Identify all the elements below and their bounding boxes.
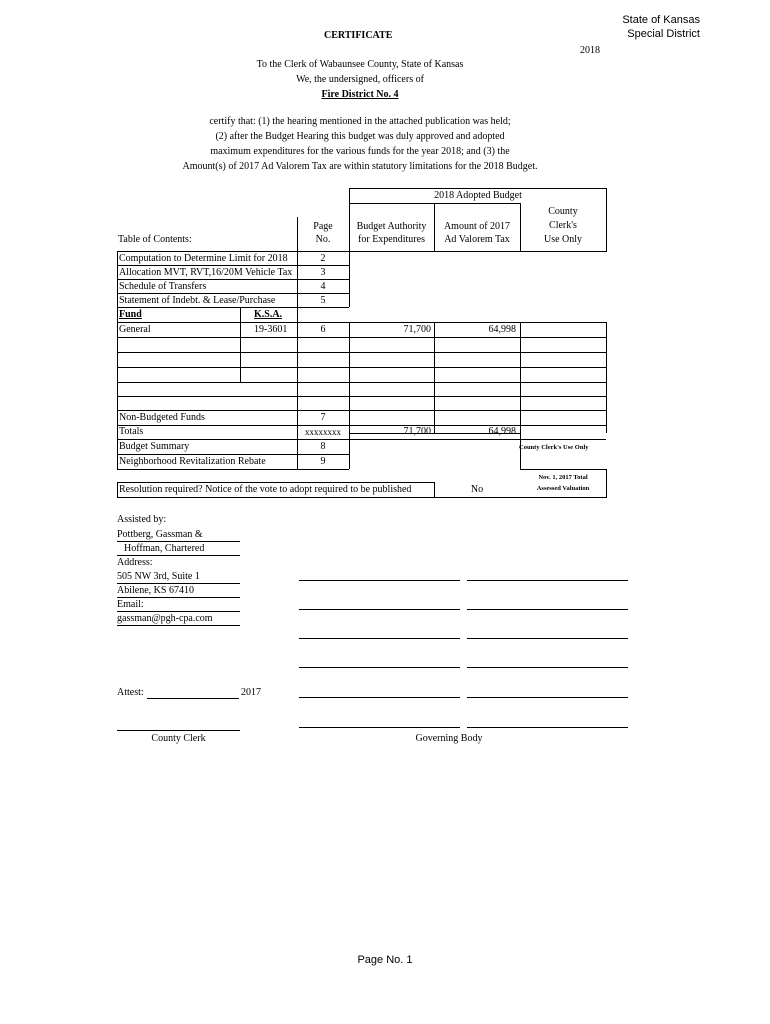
valuation-label-1: Nov. 1, 2017 Total bbox=[538, 474, 588, 481]
certify-line-2: (2) after the Budget Hearing this budget was duly approved and adopted bbox=[215, 131, 505, 142]
budget-authority-header-1: Budget Authority bbox=[356, 221, 427, 232]
signature-line[interactable] bbox=[467, 727, 628, 728]
toc-row-page: 3 bbox=[320, 267, 326, 278]
totals-label: Totals bbox=[119, 426, 144, 437]
assisted-by-label: Assisted by: bbox=[117, 514, 167, 525]
signature-line[interactable] bbox=[299, 609, 460, 610]
non-budgeted-page: 7 bbox=[320, 412, 326, 423]
county-clerk-header-1: County bbox=[548, 206, 578, 217]
preparer-line-2: Hoffman, Chartered bbox=[124, 543, 205, 554]
signature-line[interactable] bbox=[467, 638, 628, 639]
totals-page: xxxxxxxx bbox=[305, 427, 341, 437]
email-value: gassman@pgh-cpa.com bbox=[117, 613, 213, 624]
nrr-label: Neighborhood Revitalization Rebate bbox=[119, 456, 266, 467]
fund-ksa: 19-3601 bbox=[254, 324, 288, 335]
page-number: Page No. 1 bbox=[357, 954, 413, 966]
signature-line[interactable] bbox=[299, 638, 460, 639]
district-type-label: Special District bbox=[627, 28, 700, 40]
address-line-2: Abilene, KS 67410 bbox=[117, 585, 194, 596]
budget-authority-header-2: for Expenditures bbox=[358, 234, 425, 245]
to-clerk-line: To the Clerk of Wabaunsee County, State of Kansas bbox=[256, 59, 464, 70]
county-clerk-use-only: County Clerk's Use Only bbox=[519, 444, 589, 451]
valuation-label-2: Assessed Valuation bbox=[536, 485, 590, 492]
budget-summary-page: 8 bbox=[320, 441, 326, 452]
address-label: Address: bbox=[117, 557, 153, 568]
governing-body-caption: Governing Body bbox=[415, 733, 483, 744]
fund-budget-authority: 71,700 bbox=[403, 324, 431, 335]
attest-year: 2017 bbox=[241, 687, 261, 698]
preparer-line-1: Pottberg, Gassman & bbox=[117, 529, 203, 540]
resolution-value: No bbox=[470, 484, 484, 495]
non-budgeted-label: Non-Budgeted Funds bbox=[119, 412, 205, 423]
page-header-2: No. bbox=[315, 234, 331, 245]
signature-line[interactable] bbox=[467, 609, 628, 610]
certify-line-1: certify that: (1) the hearing mentioned in the attached publication was held; bbox=[209, 116, 511, 127]
ad-valorem-header-2: Ad Valorem Tax bbox=[444, 234, 510, 245]
signature-line[interactable] bbox=[299, 580, 460, 581]
undersigned-line: We, the undersigned, officers of bbox=[296, 74, 424, 85]
toc-row-page: 4 bbox=[320, 281, 326, 292]
certify-line-3: maximum expenditures for the various funds for the year 2018; and (3) the bbox=[210, 146, 510, 157]
county-clerk-header-2: Clerk's bbox=[549, 220, 577, 231]
signature-line[interactable] bbox=[299, 667, 460, 668]
budget-year: 2018 bbox=[580, 45, 600, 56]
email-label: Email: bbox=[117, 599, 144, 610]
toc-row-label: Schedule of Transfers bbox=[119, 281, 207, 292]
address-line-1: 505 NW 3rd, Suite 1 bbox=[117, 571, 200, 582]
ksa-header: K.S.A. bbox=[254, 309, 283, 320]
district-name: Fire District No. 4 bbox=[321, 89, 399, 100]
adopted-budget-header: 2018 Adopted Budget bbox=[434, 190, 522, 201]
attest-label: Attest: bbox=[117, 687, 144, 698]
county-clerk-caption: County Clerk bbox=[151, 733, 206, 744]
page-header-1: Page bbox=[313, 221, 333, 232]
fund-page: 6 bbox=[320, 324, 326, 335]
state-label: State of Kansas bbox=[622, 14, 700, 26]
signature-line[interactable] bbox=[467, 697, 628, 698]
totals-ad-valorem: 64,998 bbox=[488, 426, 516, 437]
toc-row-page: 2 bbox=[320, 253, 326, 264]
signature-line[interactable] bbox=[299, 727, 460, 728]
signature-line[interactable] bbox=[299, 697, 460, 698]
toc-row-label: Computation to Determine Limit for 2018 bbox=[119, 253, 288, 264]
nrr-page: 9 bbox=[320, 456, 326, 467]
signature-line[interactable] bbox=[467, 667, 628, 668]
signature-line[interactable] bbox=[467, 580, 628, 581]
certify-line-4: Amount(s) of 2017 Ad Valorem Tax are within statutory limitations for the 2018 Budget. bbox=[182, 161, 538, 172]
toc-row-label: Statement of Indebt. & Lease/Purchase bbox=[119, 295, 276, 306]
toc-row-label: Allocation MVT, RVT,16/20M Vehicle Tax bbox=[119, 267, 293, 278]
county-clerk-header-3: Use Only bbox=[543, 234, 583, 245]
resolution-label: Resolution required? Notice of the vote to adopt required to be published bbox=[119, 484, 412, 495]
toc-label: Table of Contents: bbox=[118, 234, 192, 245]
fund-ad-valorem: 64,998 bbox=[488, 324, 516, 335]
attest-line[interactable] bbox=[147, 698, 239, 699]
fund-name: General bbox=[119, 324, 151, 335]
fund-header: Fund bbox=[119, 309, 142, 320]
budget-summary-label: Budget Summary bbox=[119, 441, 190, 452]
certificate-title: CERTIFICATE bbox=[324, 30, 393, 41]
totals-budget-authority: 71,700 bbox=[403, 426, 431, 437]
toc-row-page: 5 bbox=[320, 295, 326, 306]
ad-valorem-header-1: Amount of 2017 bbox=[443, 221, 511, 232]
